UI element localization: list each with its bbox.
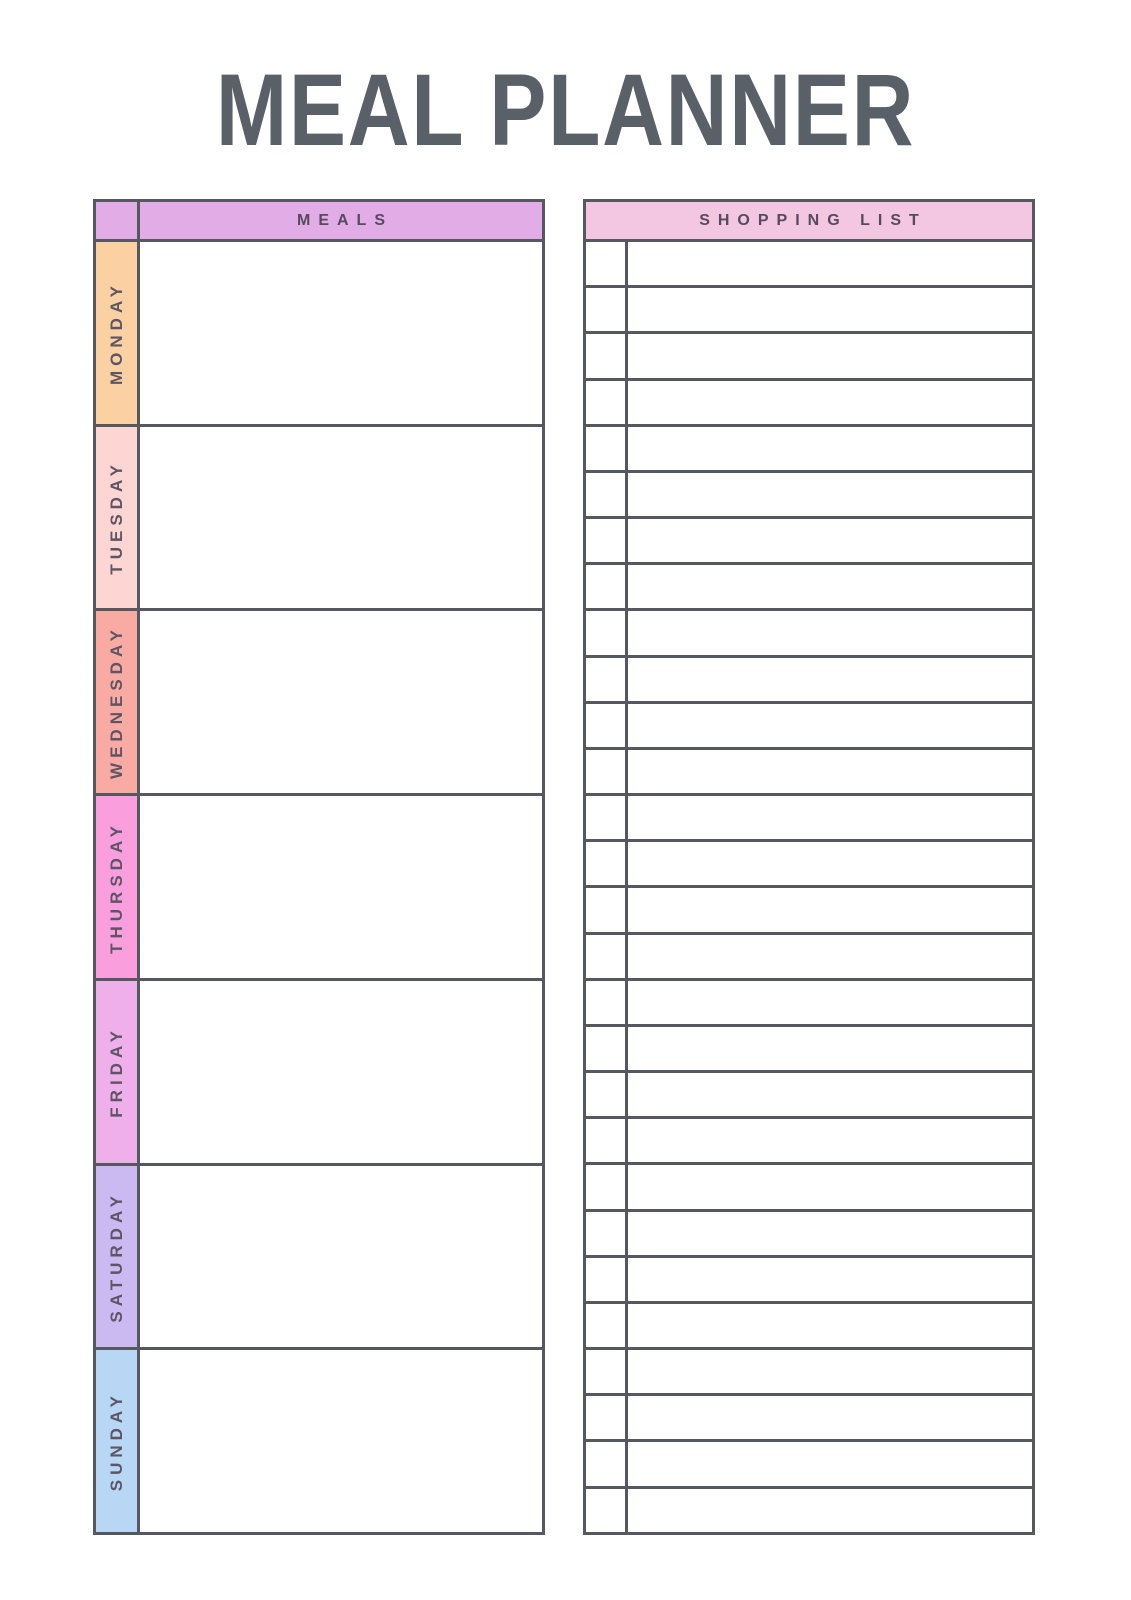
shopping-checkbox-cell[interactable] bbox=[586, 288, 628, 331]
shopping-list-table bbox=[583, 199, 1035, 1535]
day-label-cell-sunday bbox=[96, 1350, 140, 1532]
shopping-row bbox=[586, 288, 1032, 334]
shopping-checkbox-cell[interactable] bbox=[586, 381, 628, 424]
day-label-cell-tuesday bbox=[96, 427, 140, 609]
shopping-checkbox-cell[interactable] bbox=[586, 611, 628, 654]
meals-header-label: MEALS bbox=[140, 202, 542, 239]
shopping-checkbox-cell[interactable] bbox=[586, 750, 628, 793]
shopping-rows-container bbox=[586, 242, 1032, 1532]
shopping-item-cell[interactable] bbox=[628, 1073, 1032, 1116]
shopping-item-cell[interactable] bbox=[628, 1258, 1032, 1301]
shopping-row bbox=[586, 658, 1032, 704]
day-label-cell-monday bbox=[96, 242, 140, 424]
shopping-item-cell[interactable] bbox=[628, 1304, 1032, 1347]
shopping-item-cell[interactable] bbox=[628, 750, 1032, 793]
shopping-row bbox=[586, 1350, 1032, 1396]
shopping-list-header-label: SHOPPING LIST bbox=[586, 202, 1032, 239]
day-label-cell-wednesday bbox=[96, 611, 140, 793]
shopping-checkbox-cell[interactable] bbox=[586, 1073, 628, 1116]
shopping-checkbox-cell[interactable] bbox=[586, 242, 628, 285]
shopping-row bbox=[586, 888, 1032, 934]
shopping-item-cell[interactable] bbox=[628, 565, 1032, 608]
day-label-text: WEDNESDAY bbox=[106, 625, 126, 780]
shopping-item-cell[interactable] bbox=[628, 704, 1032, 747]
shopping-item-cell[interactable] bbox=[628, 796, 1032, 839]
day-label-cell-thursday bbox=[96, 796, 140, 978]
shopping-item-cell[interactable] bbox=[628, 473, 1032, 516]
shopping-checkbox-cell[interactable] bbox=[586, 888, 628, 931]
shopping-item-cell[interactable] bbox=[628, 658, 1032, 701]
meal-cell-sunday[interactable] bbox=[140, 1350, 542, 1532]
shopping-item-cell[interactable] bbox=[628, 842, 1032, 885]
day-label-text: TUESDAY bbox=[106, 460, 126, 575]
shopping-checkbox-cell[interactable] bbox=[586, 473, 628, 516]
day-row-wednesday bbox=[96, 611, 542, 796]
shopping-item-cell[interactable] bbox=[628, 381, 1032, 424]
shopping-checkbox-cell[interactable] bbox=[586, 1212, 628, 1255]
shopping-row bbox=[586, 334, 1032, 380]
shopping-row bbox=[586, 750, 1032, 796]
page-title: MEAL PLANNER bbox=[215, 53, 916, 167]
shopping-item-cell[interactable] bbox=[628, 519, 1032, 562]
shopping-item-cell[interactable] bbox=[628, 1442, 1032, 1485]
shopping-row bbox=[586, 935, 1032, 981]
shopping-item-cell[interactable] bbox=[628, 288, 1032, 331]
meal-cell-wednesday[interactable] bbox=[140, 611, 542, 793]
day-row-monday bbox=[96, 242, 542, 427]
shopping-row bbox=[586, 1073, 1032, 1119]
shopping-row bbox=[586, 981, 1032, 1027]
shopping-checkbox-cell[interactable] bbox=[586, 1258, 628, 1301]
shopping-item-cell[interactable] bbox=[628, 888, 1032, 931]
day-label-text: FRIDAY bbox=[106, 1025, 126, 1118]
shopping-row bbox=[586, 704, 1032, 750]
day-row-tuesday bbox=[96, 427, 542, 612]
shopping-checkbox-cell[interactable] bbox=[586, 1396, 628, 1439]
shopping-row bbox=[586, 519, 1032, 565]
shopping-item-cell[interactable] bbox=[628, 1212, 1032, 1255]
shopping-checkbox-cell[interactable] bbox=[586, 1119, 628, 1162]
day-row-saturday bbox=[96, 1166, 542, 1351]
shopping-checkbox-cell[interactable] bbox=[586, 1350, 628, 1393]
shopping-checkbox-cell[interactable] bbox=[586, 1165, 628, 1208]
shopping-checkbox-cell[interactable] bbox=[586, 1304, 628, 1347]
shopping-checkbox-cell[interactable] bbox=[586, 1442, 628, 1485]
shopping-item-cell[interactable] bbox=[628, 1027, 1032, 1070]
shopping-checkbox-cell[interactable] bbox=[586, 935, 628, 978]
shopping-row bbox=[586, 1489, 1032, 1532]
meals-header-row bbox=[96, 202, 542, 242]
shopping-item-cell[interactable] bbox=[628, 611, 1032, 654]
shopping-row bbox=[586, 1165, 1032, 1211]
meals-header-corner-cell bbox=[96, 202, 140, 239]
shopping-row bbox=[586, 381, 1032, 427]
shopping-row bbox=[586, 1442, 1032, 1488]
shopping-item-cell[interactable] bbox=[628, 1489, 1032, 1532]
shopping-checkbox-cell[interactable] bbox=[586, 1489, 628, 1532]
shopping-header-row bbox=[586, 202, 1032, 242]
shopping-checkbox-cell[interactable] bbox=[586, 427, 628, 470]
day-row-thursday bbox=[96, 796, 542, 981]
shopping-row bbox=[586, 1304, 1032, 1350]
shopping-row bbox=[586, 1396, 1032, 1442]
shopping-checkbox-cell[interactable] bbox=[586, 1027, 628, 1070]
shopping-row bbox=[586, 1212, 1032, 1258]
shopping-row bbox=[586, 1258, 1032, 1304]
shopping-item-cell[interactable] bbox=[628, 242, 1032, 285]
meal-cell-monday[interactable] bbox=[140, 242, 542, 424]
shopping-item-cell[interactable] bbox=[628, 1119, 1032, 1162]
meals-table bbox=[93, 199, 545, 1535]
shopping-row bbox=[586, 796, 1032, 842]
day-rows-container bbox=[96, 242, 542, 1532]
day-label-text: MONDAY bbox=[106, 280, 126, 385]
shopping-checkbox-cell[interactable] bbox=[586, 334, 628, 377]
day-label-cell-saturday bbox=[96, 1166, 140, 1348]
day-label-text: SATURDAY bbox=[106, 1190, 126, 1323]
day-row-friday bbox=[96, 981, 542, 1166]
shopping-item-cell[interactable] bbox=[628, 334, 1032, 377]
day-row-sunday bbox=[96, 1350, 542, 1532]
shopping-checkbox-cell[interactable] bbox=[586, 842, 628, 885]
shopping-row bbox=[586, 565, 1032, 611]
meal-cell-saturday[interactable] bbox=[140, 1166, 542, 1348]
shopping-item-cell[interactable] bbox=[628, 935, 1032, 978]
day-label-text: SUNDAY bbox=[106, 1391, 126, 1492]
shopping-row bbox=[586, 473, 1032, 519]
shopping-item-cell[interactable] bbox=[628, 427, 1032, 470]
shopping-item-cell[interactable] bbox=[628, 1165, 1032, 1208]
shopping-row bbox=[586, 427, 1032, 473]
shopping-item-cell[interactable] bbox=[628, 1396, 1032, 1439]
meal-cell-thursday[interactable] bbox=[140, 796, 542, 978]
day-label-text: THURSDAY bbox=[106, 820, 126, 954]
meal-cell-tuesday[interactable] bbox=[140, 427, 542, 609]
shopping-row bbox=[586, 242, 1032, 288]
day-label-cell-friday bbox=[96, 981, 140, 1163]
shopping-row bbox=[586, 1027, 1032, 1073]
meal-cell-friday[interactable] bbox=[140, 981, 542, 1163]
shopping-checkbox-cell[interactable] bbox=[586, 519, 628, 562]
shopping-row bbox=[586, 1119, 1032, 1165]
shopping-checkbox-cell[interactable] bbox=[586, 981, 628, 1024]
shopping-checkbox-cell[interactable] bbox=[586, 796, 628, 839]
shopping-row bbox=[586, 842, 1032, 888]
shopping-item-cell[interactable] bbox=[628, 981, 1032, 1024]
shopping-checkbox-cell[interactable] bbox=[586, 565, 628, 608]
shopping-checkbox-cell[interactable] bbox=[586, 658, 628, 701]
shopping-item-cell[interactable] bbox=[628, 1350, 1032, 1393]
shopping-row bbox=[586, 611, 1032, 657]
shopping-checkbox-cell[interactable] bbox=[586, 704, 628, 747]
